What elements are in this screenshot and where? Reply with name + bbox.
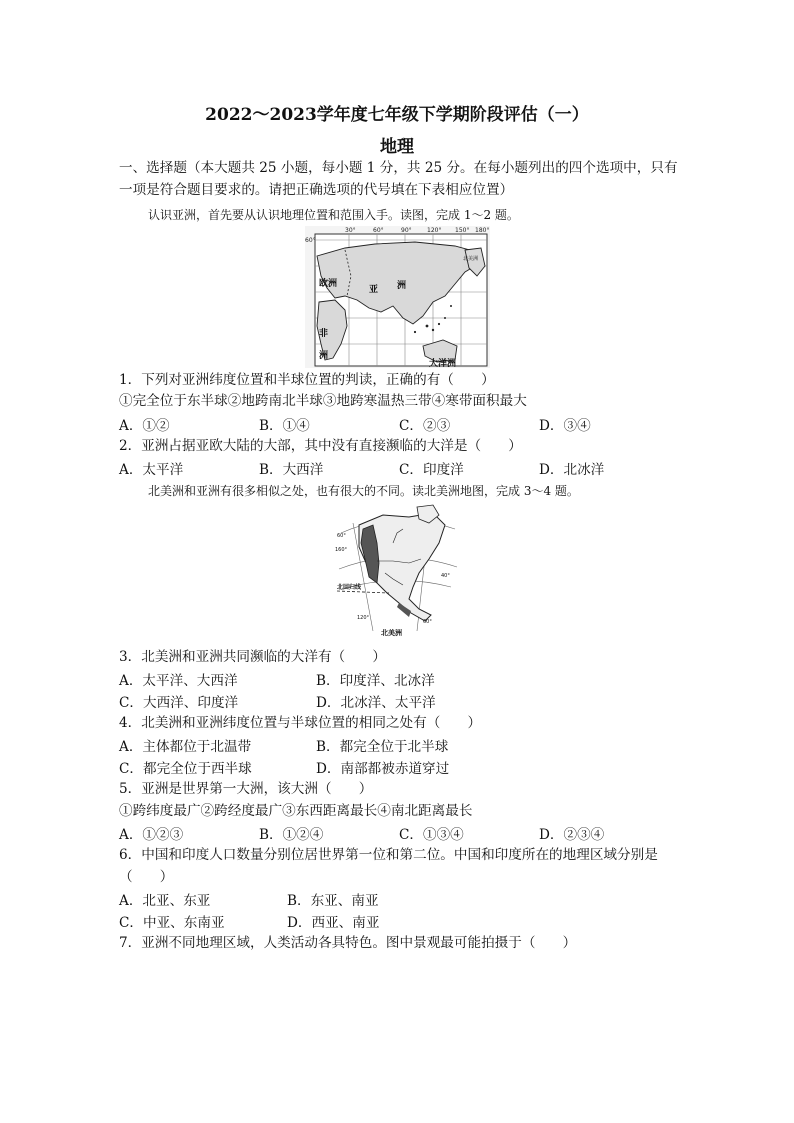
q3-stem: 3．北美洲和亚洲共同濒临的大洋有（ ） <box>119 649 386 665</box>
q1-stem: 1．下列对亚洲纬度位置和半球位置的判读，正确的有（ ） <box>119 372 495 388</box>
lon-tick-30: 30° <box>345 227 356 234</box>
lon-tick-180: 180° <box>475 227 490 234</box>
label-north-america: 北美洲 <box>463 256 479 262</box>
q2-option-d[interactable]: D．北冰洋 <box>539 462 605 478</box>
q3-option-d[interactable]: D．北冰洋、太平洋 <box>316 695 436 711</box>
q6-option-c[interactable]: C．中亚、东南亚 <box>119 915 225 931</box>
na-lon-120: 120° <box>357 615 370 621</box>
q1-statement: ①完全位于东半球②地跨南北半球③地跨寒温热三带④寒带面积最大 <box>119 393 527 409</box>
q6-option-d[interactable]: D．西亚、南亚 <box>287 915 380 931</box>
label-africa-1: 非 <box>319 329 329 339</box>
q5-option-a[interactable]: A．①②③ <box>119 827 184 843</box>
label-asia-2: 洲 <box>397 281 407 291</box>
intro-asia: 认识亚洲，首先要从认识地理位置和范围入手。读图，完成 1～2 题。 <box>148 208 519 222</box>
intro-north-america: 北美洲和亚洲有很多相似之处，也有很大的不同。读北美洲地图，完成 3～4 题。 <box>148 484 579 498</box>
q5-stem: 5．亚洲是世界第一大洲，该大洲（ ） <box>119 781 373 797</box>
q4-option-c[interactable]: C．都完全位于西半球 <box>119 761 252 777</box>
q3-option-c[interactable]: C．大西洋、印度洋 <box>119 695 239 711</box>
q4-stem: 4．北美洲和亚洲纬度位置与半球位置的相同之处有（ ） <box>119 715 482 731</box>
q7-stem: 7．亚洲不同地理区域，人类活动各具特色。图中景观最可能拍摄于（ ） <box>119 935 577 951</box>
lon-tick-60: 60° <box>373 227 384 234</box>
asia-map <box>305 226 490 368</box>
na-lon-60: 60° <box>423 619 432 625</box>
north-america-map <box>333 503 459 639</box>
q1-option-a[interactable]: A．①② <box>119 418 170 434</box>
q2-option-a[interactable]: A．太平洋 <box>119 462 184 478</box>
q6-stem: 6．中国和印度人口数量分别位居世界第一位和第二位。中国和印度所在的地理区域分别是 <box>119 847 658 863</box>
lon-tick-150: 150° <box>455 227 470 234</box>
q6-stem-cont: （ ） <box>119 869 174 885</box>
q2-stem: 2．亚洲占据亚欧大陆的大部，其中没有直接濒临的大洋是（ ） <box>119 438 522 454</box>
q5-statement: ①跨纬度最广②跨经度最广③东西距离最长④南北距离最长 <box>119 803 473 819</box>
label-europe: 欧洲 <box>319 279 338 289</box>
na-lat-60: 60° <box>337 533 346 539</box>
subject-title: 地理 <box>380 137 414 157</box>
q5-option-d[interactable]: D．②③④ <box>539 827 605 843</box>
q1-option-d[interactable]: D．③④ <box>539 418 591 434</box>
na-tropic-label: 北回归线 <box>337 584 362 591</box>
label-asia-1: 亚 <box>369 285 379 295</box>
lat-tick-60: 60° <box>305 237 316 244</box>
q4-option-a[interactable]: A．主体都位于北温带 <box>119 739 252 755</box>
label-oceania: 大洋洲 <box>429 359 457 368</box>
q4-option-d[interactable]: D．南部都被赤道穿过 <box>316 761 450 777</box>
lon-tick-90: 90° <box>401 227 412 234</box>
na-lon-160: 160° <box>335 547 348 553</box>
q3-option-a[interactable]: A．太平洋、大西洋 <box>119 673 238 689</box>
page-title: 2022～2023学年度七年级下学期阶段评估（一） <box>205 105 589 125</box>
na-lat-40: 40° <box>441 573 450 579</box>
q5-option-c[interactable]: C．①③④ <box>399 827 464 843</box>
q1-option-b[interactable]: B．①④ <box>259 418 310 434</box>
q6-option-b[interactable]: B．东亚、南亚 <box>287 893 379 909</box>
q4-option-b[interactable]: B．都完全位于北半球 <box>316 739 449 755</box>
q1-option-c[interactable]: C．②③ <box>399 418 451 434</box>
q6-option-a[interactable]: A．北亚、东亚 <box>119 893 211 909</box>
na-caption: 北美洲 <box>381 629 402 637</box>
section-instruction-line2: 一项是符合题目要求的。请把正确选项的代号填在下表相应位置） <box>119 182 514 198</box>
label-africa-2: 洲 <box>319 351 329 361</box>
section-instruction-line1: 一、选择题（本大题共 25 小题，每小题 1 分，共 25 分。在每小题列出的四个选项中，只有 <box>119 160 678 176</box>
q3-option-b[interactable]: B．印度洋、北冰洋 <box>316 673 435 689</box>
q5-option-b[interactable]: B．①②④ <box>259 827 324 843</box>
q2-option-c[interactable]: C．印度洋 <box>399 462 464 478</box>
q2-option-b[interactable]: B．大西洋 <box>259 462 324 478</box>
lon-tick-120: 120° <box>427 227 442 234</box>
